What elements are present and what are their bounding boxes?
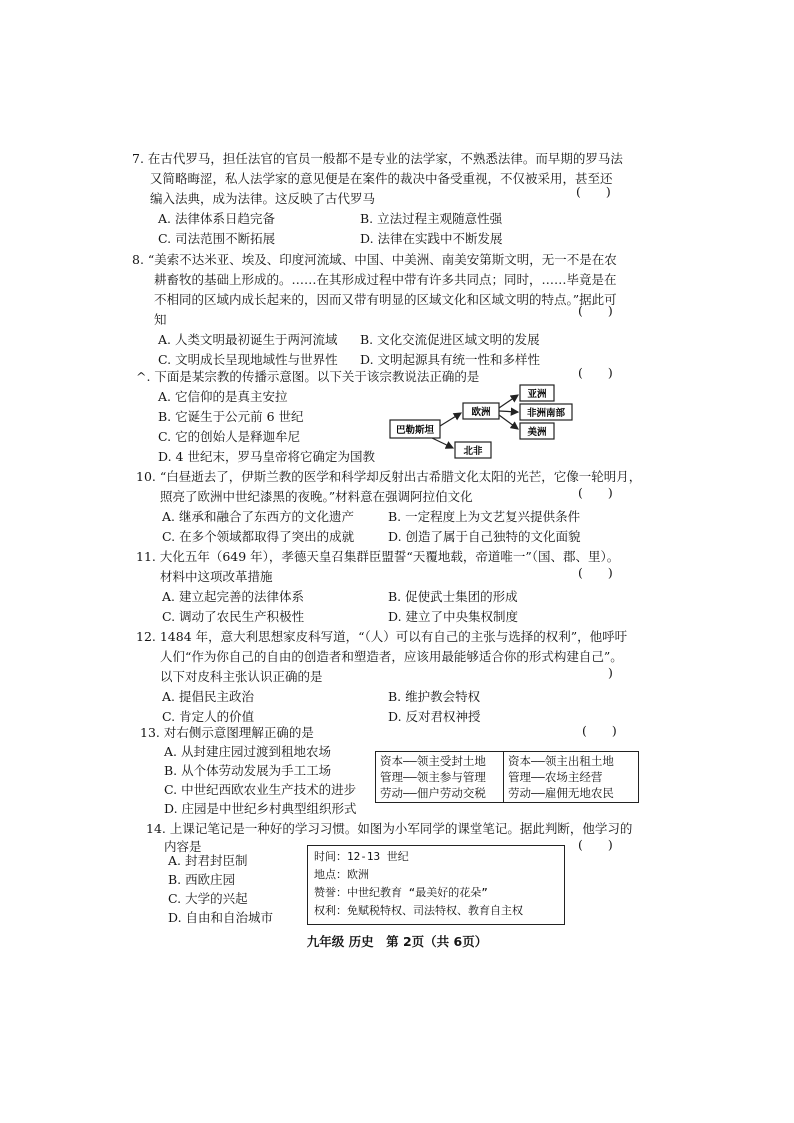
note-praise: 赞誉：中世纪教育 “最美好的花朵” bbox=[314, 886, 488, 899]
q11-option-b: B. 促使武士集团的形成 bbox=[388, 589, 518, 604]
q8-option-d: D. 文明起源具有统一性和多样性 bbox=[360, 352, 541, 367]
south-africa-label: 非洲南部 bbox=[526, 408, 566, 419]
q12-stem-line-3: 以下对皮科主张认识正确的是 bbox=[160, 669, 323, 684]
religion-spread-diagram bbox=[380, 380, 590, 470]
q8-stem-line-1: 8. “美索不达米亚、埃及、印度河流域、中国、中美洲、南美安第斯文明，无一不是在农 bbox=[132, 252, 617, 267]
note-rights: 权利：免赋税特权、司法特权、教育自主权 bbox=[314, 904, 523, 917]
q9-option-d: D. 4 世纪末，罗马皇帝将它确定为国教 bbox=[158, 449, 375, 464]
america-label: 美洲 bbox=[527, 427, 547, 438]
q9-option-c: C. 它的创始人是释迦牟尼 bbox=[158, 429, 301, 444]
q11-stem-line-1: 11. 大化五年（649 年），孝德天皇召集群臣盟誓“天覆地载，帝道唯一”（国、郡、里）。 bbox=[136, 549, 620, 564]
table-divider bbox=[503, 752, 504, 802]
q12-option-c: C. 肯定人的价值 bbox=[162, 709, 255, 724]
q14-option-d: D. 自由和自治城市 bbox=[168, 910, 274, 925]
manor-capital: 资本——领主受封土地 bbox=[380, 754, 486, 768]
manor-column bbox=[380, 752, 502, 802]
q12-stem-line-2: 人们“作为你自己的自由的创造者和塑造者，应该用最能够适合你的形式构建自己”。 bbox=[160, 649, 623, 664]
q7-option-a: A. 法律体系日趋完备 bbox=[158, 211, 275, 226]
q12-option-b: B. 维护教会特权 bbox=[388, 689, 481, 704]
farm-labor: 劳动——雇佣无地农民 bbox=[508, 786, 614, 800]
q9-answer-bracket: ( ) bbox=[578, 365, 613, 380]
q7-stem-line-2: 又简略晦涩，私人法学家的意见便是在案件的裁决中备受重视，不仅被采用，甚至还 bbox=[150, 171, 613, 186]
q8-option-a: A. 人类文明最初诞生于两河流域 bbox=[158, 332, 338, 347]
farm-capital: 资本——领主出租土地 bbox=[508, 754, 614, 768]
q7-option-c: C. 司法范围不断拓展 bbox=[158, 231, 276, 246]
arrow-to-north-africa bbox=[432, 438, 453, 448]
q10-option-a: A. 继承和融合了东西方的文化遗产 bbox=[162, 509, 354, 524]
q9-option-b: B. 它诞生于公元前 6 世纪 bbox=[158, 409, 304, 424]
arrow-to-america bbox=[499, 415, 518, 429]
q12-option-a: A. 提倡民主政治 bbox=[162, 689, 254, 704]
manor-labor: 劳动——佃户劳动交税 bbox=[380, 786, 486, 800]
q10-answer-bracket: ( ) bbox=[578, 485, 613, 500]
q12-answer-bracket: ) bbox=[608, 665, 613, 680]
q8-stem-line-4: 知 bbox=[154, 312, 167, 327]
q14-option-a: A. 封君封臣制 bbox=[168, 853, 248, 868]
q13-answer-bracket: ( ) bbox=[582, 723, 617, 738]
q10-stem-line-2: 照亮了欧洲中世纪漆黑的夜晚。”材料意在强调阿拉伯文化 bbox=[160, 489, 473, 504]
q11-option-c: C. 调动了农民生产积极性 bbox=[162, 609, 305, 624]
q8-option-c: C. 文明成长呈现地域性与世界性 bbox=[158, 352, 338, 367]
q14-stem-line-2: 内容是 bbox=[164, 839, 202, 854]
q14-option-b: B. 西欧庄园 bbox=[168, 872, 236, 887]
europe-label: 欧洲 bbox=[471, 407, 491, 418]
q10-option-b: B. 一定程度上为文艺复兴提供条件 bbox=[388, 509, 581, 524]
page-footer: 九年级 历史 第 2页（共 6页） bbox=[306, 934, 488, 949]
farm-management: 管理——农场主经营 bbox=[508, 770, 603, 784]
q8-answer-bracket: ( ) bbox=[578, 303, 613, 318]
q13-option-b: B. 从个体劳动发展为手工工场 bbox=[164, 763, 332, 778]
q13-option-d: D. 庄园是中世纪乡村典型组织形式 bbox=[164, 801, 357, 816]
q11-answer-bracket: ( ) bbox=[578, 565, 613, 580]
q14-stem-line-1: 14. 上课记笔记是一种好的学习习惯。如图为小军同学的课堂笔记。据此判断，他学习的 bbox=[146, 821, 633, 836]
q11-option-a: A. 建立起完善的法律体系 bbox=[162, 589, 304, 604]
arrow-to-south-africa bbox=[499, 411, 518, 412]
q7-option-b: B. 立法过程主观随意性强 bbox=[360, 211, 503, 226]
q12-option-d: D. 反对君权神授 bbox=[388, 709, 481, 724]
asia-label: 亚洲 bbox=[527, 389, 547, 400]
q14-option-c: C. 大学的兴起 bbox=[168, 891, 248, 906]
q9-option-a: A. 它信仰的是真主安拉 bbox=[158, 389, 288, 404]
q14-answer-bracket: ( ) bbox=[578, 837, 613, 852]
q13-option-a: A. 从封建庄园过渡到租地农场 bbox=[164, 744, 331, 759]
q11-option-d: D. 建立了中央集权制度 bbox=[388, 609, 519, 624]
origin-label: 巴勒斯坦 bbox=[395, 425, 435, 436]
arrow-to-europe bbox=[440, 413, 461, 426]
note-time: 时间：12-13 世纪 bbox=[314, 850, 409, 863]
q7-option-d: D. 法律在实践中不断发展 bbox=[360, 231, 503, 246]
q10-option-d: D. 创造了属于自己独特的文化面貌 bbox=[388, 529, 581, 544]
q7-stem-line-1: 7. 在古代罗马，担任法官的官员一般都不是专业的法学家，不熟悉法律。而早期的罗马法 bbox=[132, 151, 623, 166]
q9-stem-line-1: ^. 下面是某宗教的传播示意图。以下关于该宗教说法正确的是 bbox=[136, 369, 480, 384]
q11-stem-line-2: 材料中这项改革措施 bbox=[160, 569, 273, 584]
north-africa-label: 北非 bbox=[463, 446, 483, 457]
q8-stem-line-3: 不相同的区域内成长起来的，因而又带有明显的区域文化和区域文明的特点。”据此可 bbox=[154, 292, 617, 307]
class-notes-box bbox=[307, 845, 565, 925]
q10-option-c: C. 在多个领域都取得了突出的成就 bbox=[162, 529, 355, 544]
q8-option-b: B. 文化交流促进区域文明的发展 bbox=[360, 332, 540, 347]
q7-answer-bracket: ( ) bbox=[576, 184, 611, 199]
farm-column bbox=[508, 752, 636, 802]
manor-management: 管理——领主参与管理 bbox=[380, 770, 486, 784]
arrow-to-asia bbox=[499, 395, 518, 408]
note-place: 地点：欧洲 bbox=[314, 868, 369, 881]
q12-stem-line-1: 12. 1484 年，意大利思想家皮科写道，“（人）可以有自己的主张与选择的权利”，他呼吁 bbox=[136, 629, 628, 644]
manor-farm-comparison-table bbox=[375, 751, 639, 803]
q7-stem-line-3: 编入法典，成为法律。这反映了古代罗马 bbox=[150, 191, 376, 206]
q13-stem-line-1: 13. 对右侧示意图理解正确的是 bbox=[140, 725, 314, 740]
q8-stem-line-2: 耕畜牧的基础上形成的。……在其形成过程中带有许多共同点；同时，……毕竟是在 bbox=[154, 272, 617, 287]
q10-stem-line-1: 10. “白昼逝去了，伊斯兰教的医学和科学却反射出古希腊文化太阳的光芒，它像一轮明月， bbox=[136, 469, 642, 484]
q13-option-c: C. 中世纪西欧农业生产技术的进步 bbox=[164, 782, 357, 797]
